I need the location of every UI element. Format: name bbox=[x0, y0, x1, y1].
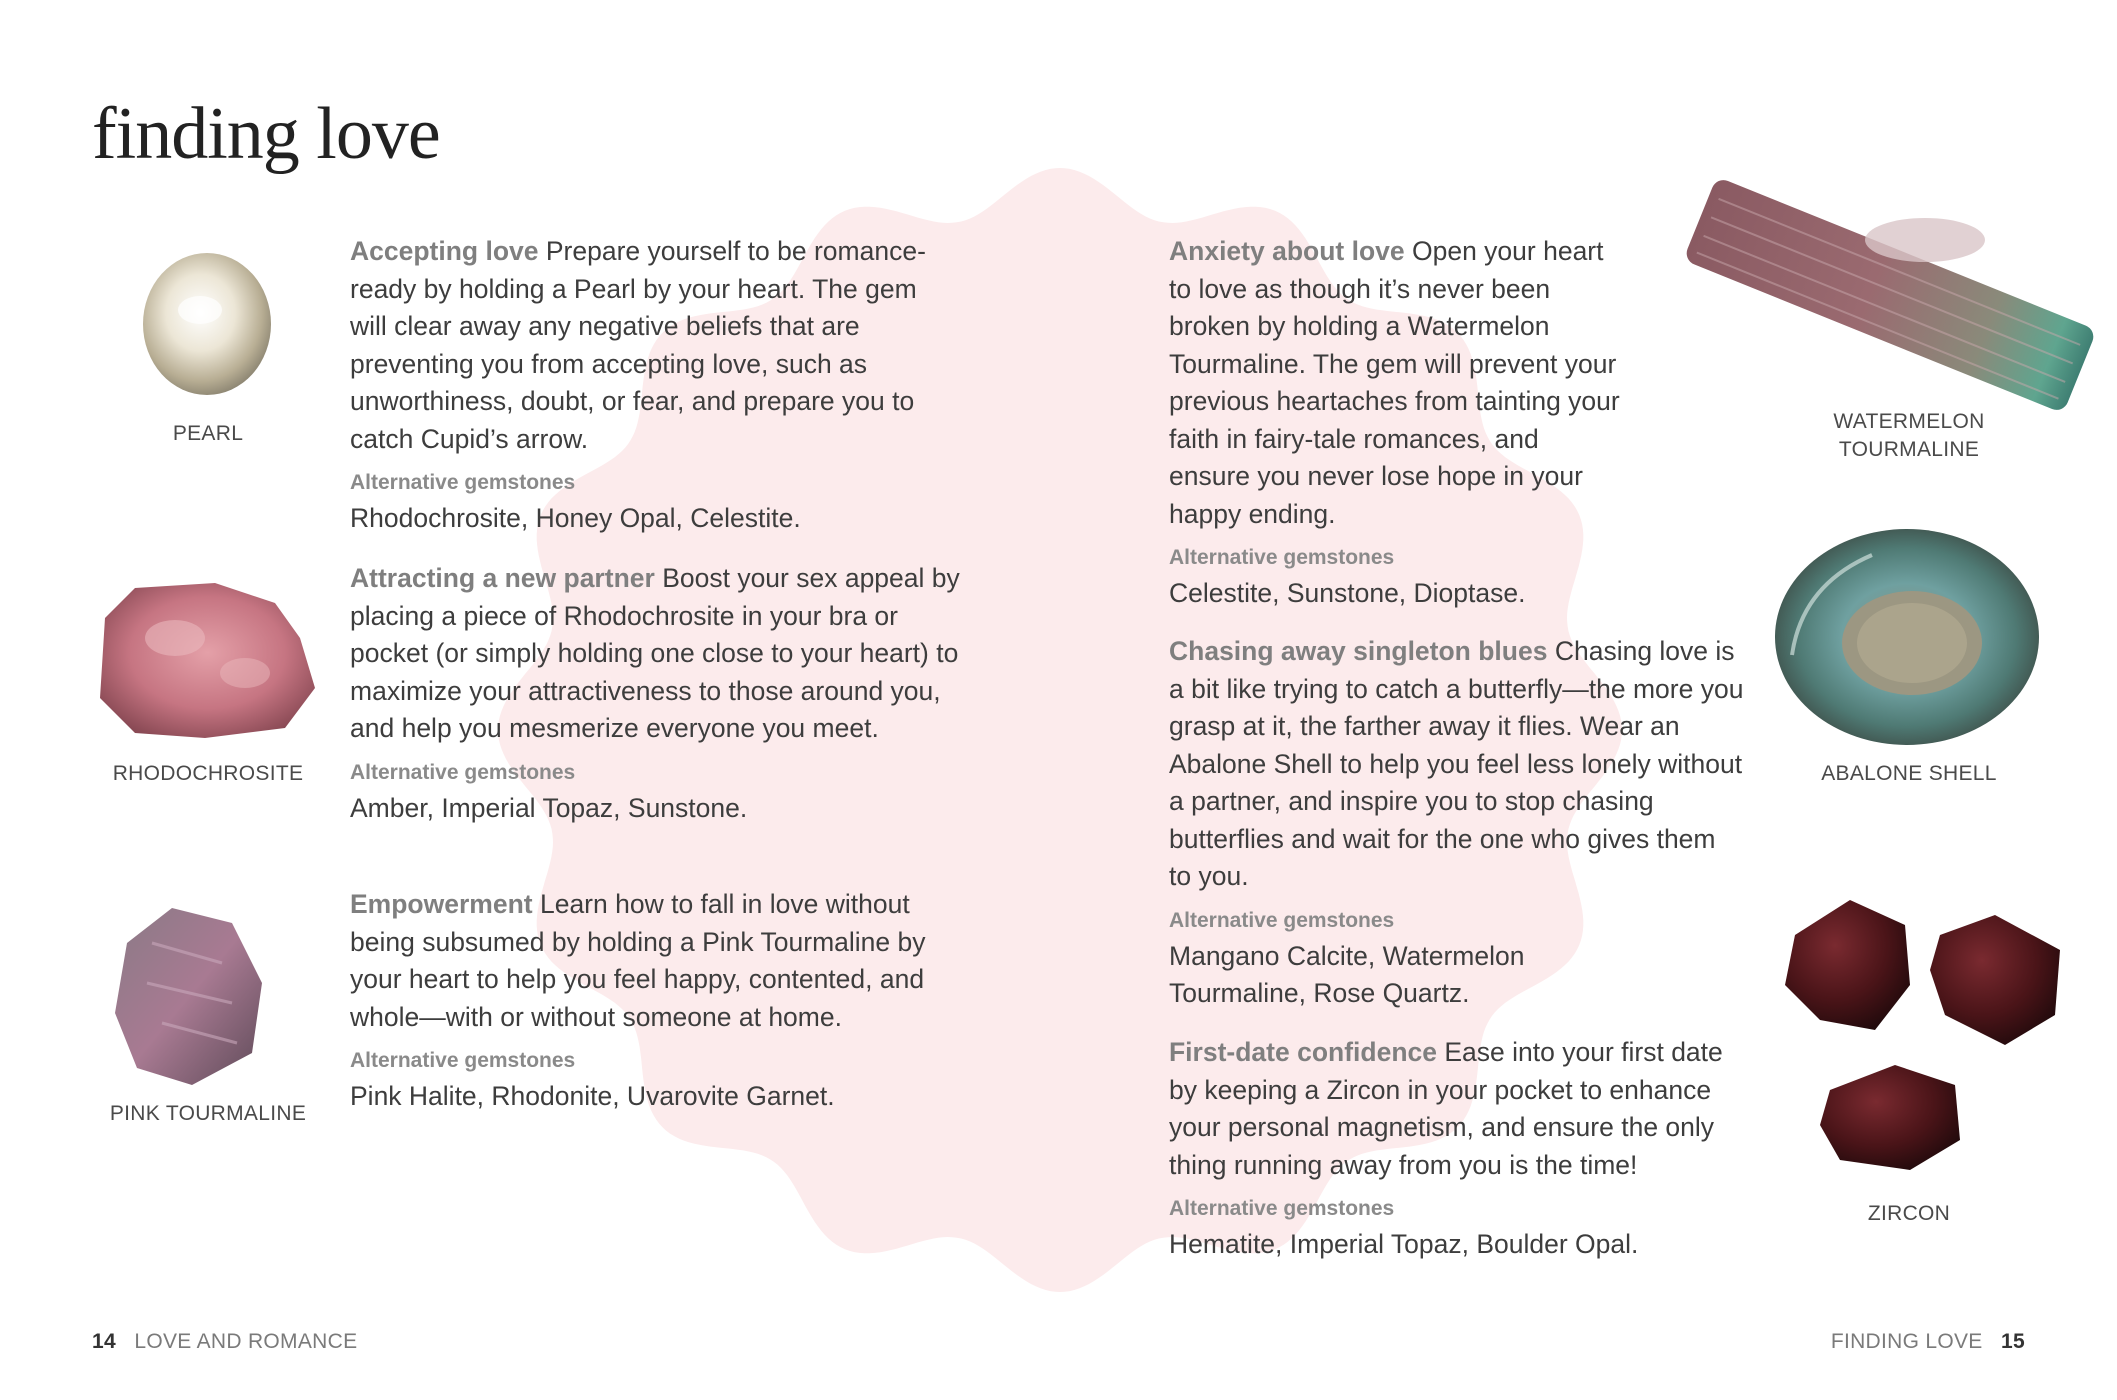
entry-text bbox=[1169, 233, 1624, 533]
rhodochrosite-image bbox=[95, 578, 320, 743]
pink-tourmaline-label: PINK TOURMALINE bbox=[109, 1102, 307, 1125]
entry-text bbox=[350, 233, 960, 458]
alt-gemstones-values: Mangano Calcite, Watermelon Tourmaline, Rose Quartz. bbox=[1169, 940, 1525, 1008]
abalone-shell-label: ABALONE SHELL bbox=[1821, 762, 1997, 785]
watermelon-tourmaline-image bbox=[1675, 170, 2105, 420]
entry-heading: First-date confidence bbox=[1169, 1037, 1437, 1067]
alt-gemstones-label: Alternative gemstones bbox=[350, 1049, 576, 1072]
entry-first-date-confidence bbox=[1169, 1034, 1724, 1264]
page-title: finding love bbox=[92, 93, 440, 175]
entry-heading: Chasing away singleton blues bbox=[1169, 636, 1548, 666]
entry-body: Boost your sex appeal by placing a piece of Rhodochrosite in your bra or pocket (or simply holding one close to your heart) to maximize your attractiveness to those around you, and help you mesmerize everyone you meet. bbox=[350, 563, 960, 743]
alt-gemstones-label: Alternative gemstones bbox=[1169, 1197, 1395, 1220]
alt-gemstones-label: Alternative gemstones bbox=[350, 760, 576, 784]
entry-body: Learn how to fall in love without being subsumed by holding a Pink Tourmaline by your heart to help you feel happy, contented, and whole—with or without someone at home. bbox=[350, 889, 926, 1032]
watermelon-label-line2: TOURMALINE bbox=[1838, 438, 1980, 461]
entry-text bbox=[350, 886, 960, 1036]
alt-gemstones-label: Alternative gemstones bbox=[350, 471, 576, 494]
footer-right bbox=[1831, 1330, 2025, 1354]
entry-heading: Empowerment bbox=[350, 889, 533, 919]
page-number-right: 15 bbox=[2001, 1330, 2025, 1353]
pearl-label: PEARL bbox=[172, 422, 244, 445]
abalone-shell-image bbox=[1772, 525, 2042, 750]
section-name-left: LOVE AND ROMANCE bbox=[134, 1330, 358, 1353]
entry-heading: Anxiety about love bbox=[1169, 236, 1405, 266]
zircon-image bbox=[1780, 895, 2075, 1175]
entry-heading: Attracting a new partner bbox=[350, 563, 655, 593]
entry-body: Prepare yourself to be romance-ready by holding a Pearl by your heart. The gem will clear away any negative beliefs that are preventing you from accepting love, such as unworthiness, doubt, or fear, and prepare you to catch Cupid’s arrow. bbox=[350, 236, 926, 454]
alt-gemstones-values: Rhodochrosite, Honey Opal, Celestite. bbox=[350, 503, 801, 533]
footer-left bbox=[92, 1330, 357, 1354]
entry-attracting-partner bbox=[350, 560, 960, 827]
pink-tourmaline-image bbox=[112, 903, 267, 1088]
alt-gemstones-values: Pink Halite, Rhodonite, Uvarovite Garnet. bbox=[350, 1081, 835, 1111]
watermelon-tourmaline-label bbox=[1779, 408, 2039, 464]
entry-text bbox=[1169, 633, 1744, 896]
rhodochrosite-label: RHODOCHROSITE bbox=[112, 762, 304, 785]
section-name-right: FINDING LOVE bbox=[1830, 1330, 1983, 1353]
entry-text bbox=[1169, 1034, 1724, 1184]
alt-gemstones-label: Alternative gemstones bbox=[1169, 908, 1395, 932]
entry-body: Open your heart to love as though it’s never been broken by holding a Watermelon Tourmaline. The gem will prevent your previous heartaches from tainting your faith in fairy-tale romances, and ensure you never lose hope in your happy ending. bbox=[1169, 236, 1620, 529]
entry-anxiety-about-love bbox=[1169, 233, 1624, 613]
alt-gemstones-values: Amber, Imperial Topaz, Sunstone. bbox=[350, 792, 748, 823]
entry-singleton-blues bbox=[1169, 633, 1744, 1013]
entry-accepting-love bbox=[350, 233, 960, 538]
entry-text bbox=[350, 560, 960, 748]
entry-body: Ease into your first date by keeping a Zircon in your pocket to enhance your personal magnetism, and ensure the only thing running away from you is the time! bbox=[1169, 1037, 1723, 1180]
entry-body: Chasing love is a bit like trying to catch a butterfly—the more you grasp at it, the farther away it flies. Wear an Abalone Shell to help you feel less lonely without a partner, and inspire you to stop chasing butterflies and wait for the one who gives them to you. bbox=[1169, 636, 1744, 891]
alt-gemstones-values: Hematite, Imperial Topaz, Boulder Opal. bbox=[1169, 1229, 1639, 1259]
alt-gemstones-label: Alternative gemstones bbox=[1169, 546, 1395, 569]
watermelon-label-line1: WATERMELON bbox=[1833, 410, 1985, 433]
entry-empowerment bbox=[350, 886, 960, 1116]
alt-gemstones-values: Celestite, Sunstone, Dioptase. bbox=[1169, 578, 1526, 608]
page-number-left: 14 bbox=[92, 1330, 116, 1353]
zircon-label: ZIRCON bbox=[1867, 1202, 1951, 1225]
entry-heading: Accepting love bbox=[350, 236, 539, 266]
pearl-image bbox=[140, 250, 275, 398]
